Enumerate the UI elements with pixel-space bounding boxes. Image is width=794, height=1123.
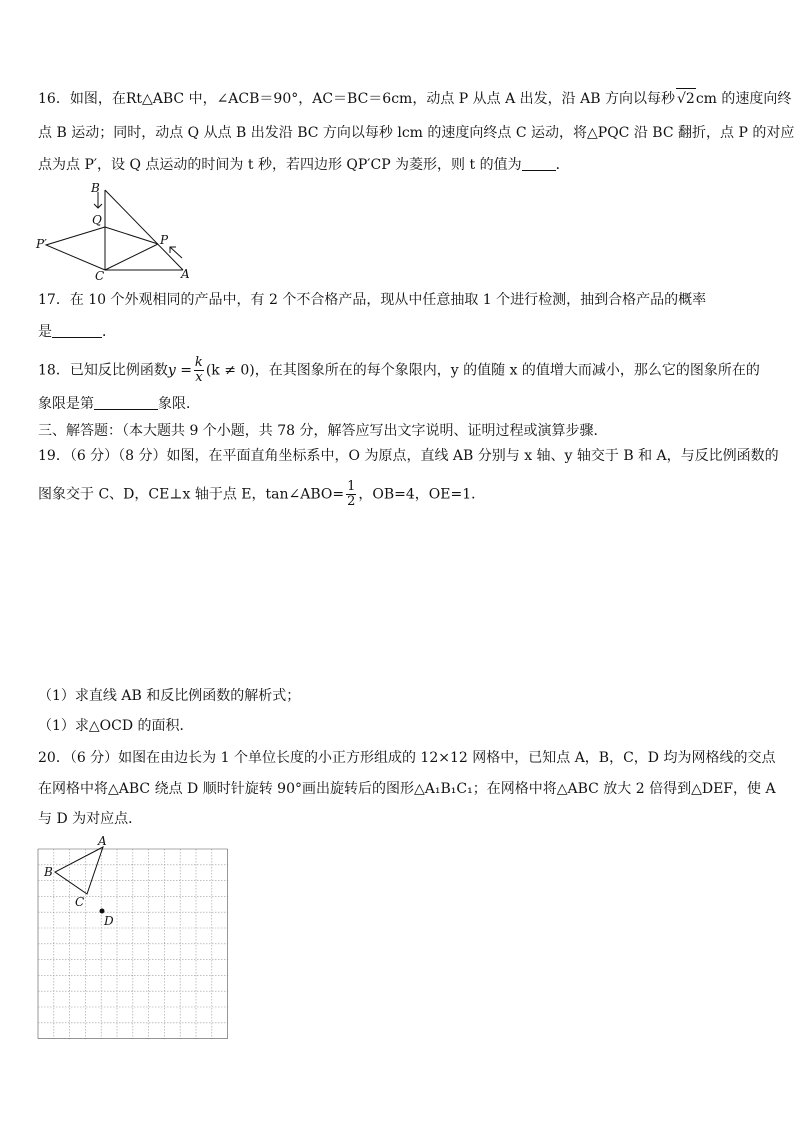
q17-text-2: 是: [38, 324, 52, 340]
section3-heading: 三、解答题：（本大题共 9 个小题，共 78 分，解答应写出文字说明、证明过程或演算步骤．: [38, 423, 608, 439]
q18-frac-den: x: [195, 370, 203, 385]
q17-line-1: 17．在 10 个外观相同的产品中，有 2 个不合格产品，现从中任意抽取 1 个进行检测，抽到合格产品的概率: [38, 292, 707, 308]
q20-point-D: [100, 909, 105, 914]
q16-label-P-prime: P′: [36, 237, 47, 251]
q16-segment-BA: [105, 190, 183, 270]
q19-text-2-end: ，OB=4，OE=1．: [358, 486, 486, 503]
q20-label-B: B: [44, 865, 53, 879]
q18-formula-cond: (k ≠ 0): [205, 362, 255, 379]
q20-grid-figure: [30, 830, 236, 1046]
q18-text-1-end: ，在其图象所在的每个象限内，y 的值随 x 的值增大而减小，那么它的图象所在的: [254, 362, 760, 379]
q18-text-2: 象限是第: [38, 396, 94, 412]
q18-text-2-end: 象限．: [158, 396, 200, 412]
q19-text-2: 图象交于 C、D，CE⊥x 轴于点 E，tan∠ABO=: [38, 486, 345, 503]
q20-label-C: C: [75, 895, 85, 909]
q17-answer-blank[interactable]: [52, 323, 102, 338]
q16-label-A: A: [181, 267, 190, 281]
q19-fraction: [346, 480, 356, 509]
q17-line-2: [38, 322, 116, 342]
q18-frac-num: k: [194, 355, 203, 370]
q20-label-D: D: [104, 914, 114, 928]
q16-text-3: 点为点 P′，设 Q 点运动的时间为 t 秒，若四边形 QP′CP 为菱形，则 t 的值为: [38, 157, 522, 173]
q18-line-2: [38, 394, 200, 414]
q18-formula-lhs: y =: [167, 362, 192, 379]
q16-segment-CP: [105, 244, 158, 270]
q20-triangle-ABC: [55, 847, 103, 894]
q20-grid-lines: [38, 849, 228, 1039]
q18-fraction: [194, 356, 204, 385]
q17-text-2-end: ．: [102, 324, 116, 340]
q16-text-1-end: cm 的速度向终: [695, 91, 792, 107]
q16-arrow-diag-icon: [170, 247, 182, 258]
q16-answer-blank[interactable]: [522, 156, 556, 171]
q18-text-1: 18．已知反比例函数: [38, 362, 168, 379]
q16-label-C: C: [95, 269, 105, 283]
q18-answer-blank[interactable]: [94, 395, 158, 410]
q16-label-P: P: [160, 233, 169, 247]
q16-text-1: 16．如图，在Rt△ABC 中，∠ACB＝90°，AC＝BC＝6cm，动点 P 从点 A 出发，沿 AB 方向以每秒: [38, 91, 675, 107]
q16-line-2: 点 B 运动；同时，动点 Q 从点 B 出发沿 BC 方向以每秒 lcm 的速度向终点 C 运动，将△PQC 沿 BC 翻折，点 P 的对应: [38, 125, 794, 141]
q16-line-3: [38, 155, 570, 175]
q20-line-2: 在网格中将△ABC 绕点 D 顺时针旋转 90°画出旋转后的图形△A₁B₁C₁；在网格中将△ABC 放大 2 倍得到△DEF，使 A: [38, 781, 776, 797]
q18-line-1: [38, 356, 760, 385]
q19-frac-num: 1: [347, 479, 356, 494]
q16-sqrt: √2: [676, 88, 696, 109]
q16-label-Q: Q: [92, 213, 102, 227]
q16-rhombus-left: [46, 227, 105, 270]
q16-figure: [36, 180, 196, 283]
q19-line-2: [38, 480, 485, 509]
q20-line-1: 20．（6 分）如图在由边长为 1 个单位长度的小正方形组成的 12×12 网格中，已知点 A，B，C，D 均为网格线的交点: [38, 750, 776, 766]
q16-text-3-end: ．: [555, 157, 570, 173]
q20-line-3: 与 D 为对应点．: [38, 811, 143, 827]
q19-frac-den: 2: [347, 494, 356, 509]
q16-line-1: [38, 88, 791, 109]
q16-sqrt-value: 2: [685, 91, 695, 107]
q19-line-1: 19．（6 分）（8 分）如图，在平面直角坐标系中，O 为原点，直线 AB 分别与 x 轴、y 轴交于 B 和 A，与反比例函数的: [38, 448, 779, 464]
q19-sub-2: （1）求△OCD 的面积．: [38, 718, 194, 734]
q16-label-B: B: [91, 181, 100, 195]
q19-sub-1: （1）求直线 AB 和反比例函数的解析式；: [38, 688, 301, 704]
q20-label-A: A: [98, 834, 107, 848]
